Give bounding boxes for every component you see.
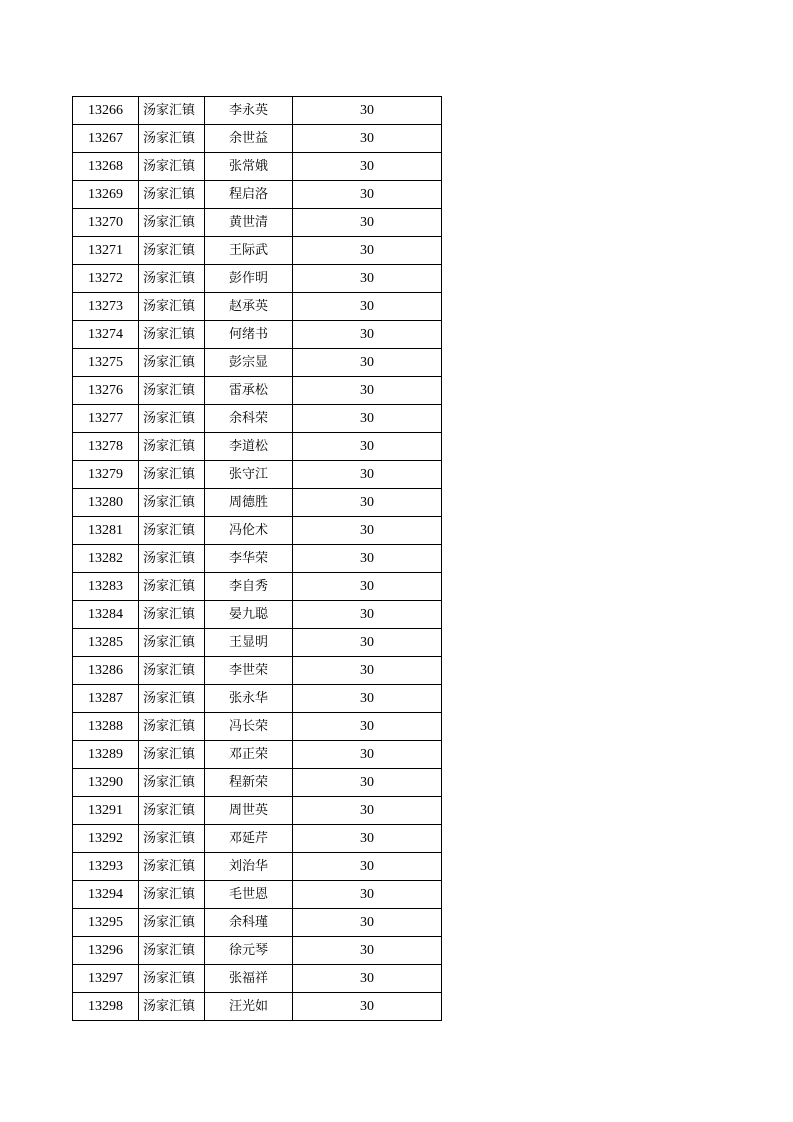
row-id-cell: 13278 <box>73 433 139 461</box>
amount-cell: 30 <box>293 461 442 489</box>
table-row <box>73 965 442 993</box>
name-cell: 程新荣 <box>205 769 293 797</box>
table-row <box>73 517 442 545</box>
name-cell: 冯伦术 <box>205 517 293 545</box>
town-cell: 汤家汇镇 <box>139 629 205 657</box>
row-id-cell: 13282 <box>73 545 139 573</box>
row-id-cell: 13273 <box>73 293 139 321</box>
row-id-cell: 13287 <box>73 685 139 713</box>
table-row <box>73 293 442 321</box>
amount-cell: 30 <box>293 265 442 293</box>
table-row <box>73 909 442 937</box>
amount-cell: 30 <box>293 573 442 601</box>
table-row <box>73 629 442 657</box>
row-id-cell: 13289 <box>73 741 139 769</box>
amount-cell: 30 <box>293 657 442 685</box>
amount-cell: 30 <box>293 993 442 1021</box>
name-cell: 李道松 <box>205 433 293 461</box>
name-cell: 徐元琴 <box>205 937 293 965</box>
row-id-cell: 13284 <box>73 601 139 629</box>
name-cell: 李华荣 <box>205 545 293 573</box>
row-id-cell: 13272 <box>73 265 139 293</box>
amount-cell: 30 <box>293 97 442 125</box>
amount-cell: 30 <box>293 517 442 545</box>
town-cell: 汤家汇镇 <box>139 573 205 601</box>
row-id-cell: 13290 <box>73 769 139 797</box>
town-cell: 汤家汇镇 <box>139 685 205 713</box>
town-cell: 汤家汇镇 <box>139 209 205 237</box>
row-id-cell: 13292 <box>73 825 139 853</box>
table-row <box>73 209 442 237</box>
name-cell: 周德胜 <box>205 489 293 517</box>
table-row <box>73 153 442 181</box>
town-cell: 汤家汇镇 <box>139 601 205 629</box>
town-cell: 汤家汇镇 <box>139 265 205 293</box>
town-cell: 汤家汇镇 <box>139 349 205 377</box>
amount-cell: 30 <box>293 545 442 573</box>
town-cell: 汤家汇镇 <box>139 825 205 853</box>
name-cell: 雷承松 <box>205 377 293 405</box>
row-id-cell: 13281 <box>73 517 139 545</box>
town-cell: 汤家汇镇 <box>139 881 205 909</box>
name-cell: 刘治华 <box>205 853 293 881</box>
table-row <box>73 685 442 713</box>
name-cell: 彭宗显 <box>205 349 293 377</box>
name-cell: 张常娥 <box>205 153 293 181</box>
name-cell: 程启洛 <box>205 181 293 209</box>
town-cell: 汤家汇镇 <box>139 993 205 1021</box>
town-cell: 汤家汇镇 <box>139 909 205 937</box>
amount-cell: 30 <box>293 965 442 993</box>
row-id-cell: 13293 <box>73 853 139 881</box>
table-row <box>73 377 442 405</box>
amount-cell: 30 <box>293 713 442 741</box>
name-cell: 晏九聪 <box>205 601 293 629</box>
row-id-cell: 13297 <box>73 965 139 993</box>
table-row <box>73 853 442 881</box>
amount-cell: 30 <box>293 349 442 377</box>
table-row <box>73 545 442 573</box>
table-row <box>73 881 442 909</box>
amount-cell: 30 <box>293 881 442 909</box>
name-cell: 余科瑾 <box>205 909 293 937</box>
row-id-cell: 13285 <box>73 629 139 657</box>
town-cell: 汤家汇镇 <box>139 965 205 993</box>
amount-cell: 30 <box>293 489 442 517</box>
name-cell: 张福祥 <box>205 965 293 993</box>
amount-cell: 30 <box>293 153 442 181</box>
name-cell: 黄世清 <box>205 209 293 237</box>
amount-cell: 30 <box>293 125 442 153</box>
town-cell: 汤家汇镇 <box>139 489 205 517</box>
row-id-cell: 13270 <box>73 209 139 237</box>
amount-cell: 30 <box>293 433 442 461</box>
town-cell: 汤家汇镇 <box>139 853 205 881</box>
table-row <box>73 993 442 1021</box>
name-cell: 王显明 <box>205 629 293 657</box>
row-id-cell: 13298 <box>73 993 139 1021</box>
town-cell: 汤家汇镇 <box>139 797 205 825</box>
row-id-cell: 13296 <box>73 937 139 965</box>
amount-cell: 30 <box>293 825 442 853</box>
table-row <box>73 237 442 265</box>
row-id-cell: 13267 <box>73 125 139 153</box>
name-cell: 余科荣 <box>205 405 293 433</box>
name-cell: 冯长荣 <box>205 713 293 741</box>
table-row <box>73 937 442 965</box>
name-cell: 汪光如 <box>205 993 293 1021</box>
table-row <box>73 125 442 153</box>
row-id-cell: 13266 <box>73 97 139 125</box>
town-cell: 汤家汇镇 <box>139 125 205 153</box>
town-cell: 汤家汇镇 <box>139 405 205 433</box>
row-id-cell: 13291 <box>73 797 139 825</box>
row-id-cell: 13294 <box>73 881 139 909</box>
table-row <box>73 405 442 433</box>
amount-cell: 30 <box>293 909 442 937</box>
table-row <box>73 741 442 769</box>
town-cell: 汤家汇镇 <box>139 181 205 209</box>
table-body <box>73 97 442 1021</box>
amount-cell: 30 <box>293 181 442 209</box>
town-cell: 汤家汇镇 <box>139 937 205 965</box>
town-cell: 汤家汇镇 <box>139 517 205 545</box>
name-cell: 李自秀 <box>205 573 293 601</box>
table-row <box>73 657 442 685</box>
name-cell: 李永英 <box>205 97 293 125</box>
town-cell: 汤家汇镇 <box>139 293 205 321</box>
table-row <box>73 769 442 797</box>
amount-cell: 30 <box>293 685 442 713</box>
row-id-cell: 13276 <box>73 377 139 405</box>
town-cell: 汤家汇镇 <box>139 321 205 349</box>
row-id-cell: 13268 <box>73 153 139 181</box>
row-id-cell: 13279 <box>73 461 139 489</box>
amount-cell: 30 <box>293 769 442 797</box>
town-cell: 汤家汇镇 <box>139 153 205 181</box>
name-cell: 彭作明 <box>205 265 293 293</box>
name-cell: 毛世恩 <box>205 881 293 909</box>
name-cell: 张永华 <box>205 685 293 713</box>
table-row <box>73 601 442 629</box>
name-cell: 张守江 <box>205 461 293 489</box>
table-row <box>73 181 442 209</box>
amount-cell: 30 <box>293 937 442 965</box>
amount-cell: 30 <box>293 405 442 433</box>
row-id-cell: 13269 <box>73 181 139 209</box>
data-table <box>72 96 442 1021</box>
row-id-cell: 13283 <box>73 573 139 601</box>
name-cell: 何绪书 <box>205 321 293 349</box>
town-cell: 汤家汇镇 <box>139 237 205 265</box>
amount-cell: 30 <box>293 601 442 629</box>
table-row <box>73 349 442 377</box>
town-cell: 汤家汇镇 <box>139 657 205 685</box>
town-cell: 汤家汇镇 <box>139 433 205 461</box>
town-cell: 汤家汇镇 <box>139 377 205 405</box>
amount-cell: 30 <box>293 237 442 265</box>
town-cell: 汤家汇镇 <box>139 545 205 573</box>
table-row <box>73 265 442 293</box>
amount-cell: 30 <box>293 209 442 237</box>
name-cell: 余世益 <box>205 125 293 153</box>
town-cell: 汤家汇镇 <box>139 741 205 769</box>
row-id-cell: 13286 <box>73 657 139 685</box>
amount-cell: 30 <box>293 321 442 349</box>
name-cell: 赵承英 <box>205 293 293 321</box>
row-id-cell: 13277 <box>73 405 139 433</box>
row-id-cell: 13274 <box>73 321 139 349</box>
amount-cell: 30 <box>293 853 442 881</box>
table-row <box>73 825 442 853</box>
town-cell: 汤家汇镇 <box>139 713 205 741</box>
table-row <box>73 489 442 517</box>
amount-cell: 30 <box>293 741 442 769</box>
table-row <box>73 433 442 461</box>
row-id-cell: 13288 <box>73 713 139 741</box>
amount-cell: 30 <box>293 293 442 321</box>
table-row <box>73 461 442 489</box>
name-cell: 邓延芹 <box>205 825 293 853</box>
amount-cell: 30 <box>293 629 442 657</box>
row-id-cell: 13295 <box>73 909 139 937</box>
name-cell: 邓正荣 <box>205 741 293 769</box>
amount-cell: 30 <box>293 377 442 405</box>
row-id-cell: 13280 <box>73 489 139 517</box>
name-cell: 周世英 <box>205 797 293 825</box>
table-row <box>73 713 442 741</box>
name-cell: 王际武 <box>205 237 293 265</box>
town-cell: 汤家汇镇 <box>139 461 205 489</box>
table-row <box>73 97 442 125</box>
row-id-cell: 13275 <box>73 349 139 377</box>
table-row <box>73 321 442 349</box>
row-id-cell: 13271 <box>73 237 139 265</box>
town-cell: 汤家汇镇 <box>139 97 205 125</box>
table-row <box>73 573 442 601</box>
table-row <box>73 797 442 825</box>
town-cell: 汤家汇镇 <box>139 769 205 797</box>
name-cell: 李世荣 <box>205 657 293 685</box>
amount-cell: 30 <box>293 797 442 825</box>
